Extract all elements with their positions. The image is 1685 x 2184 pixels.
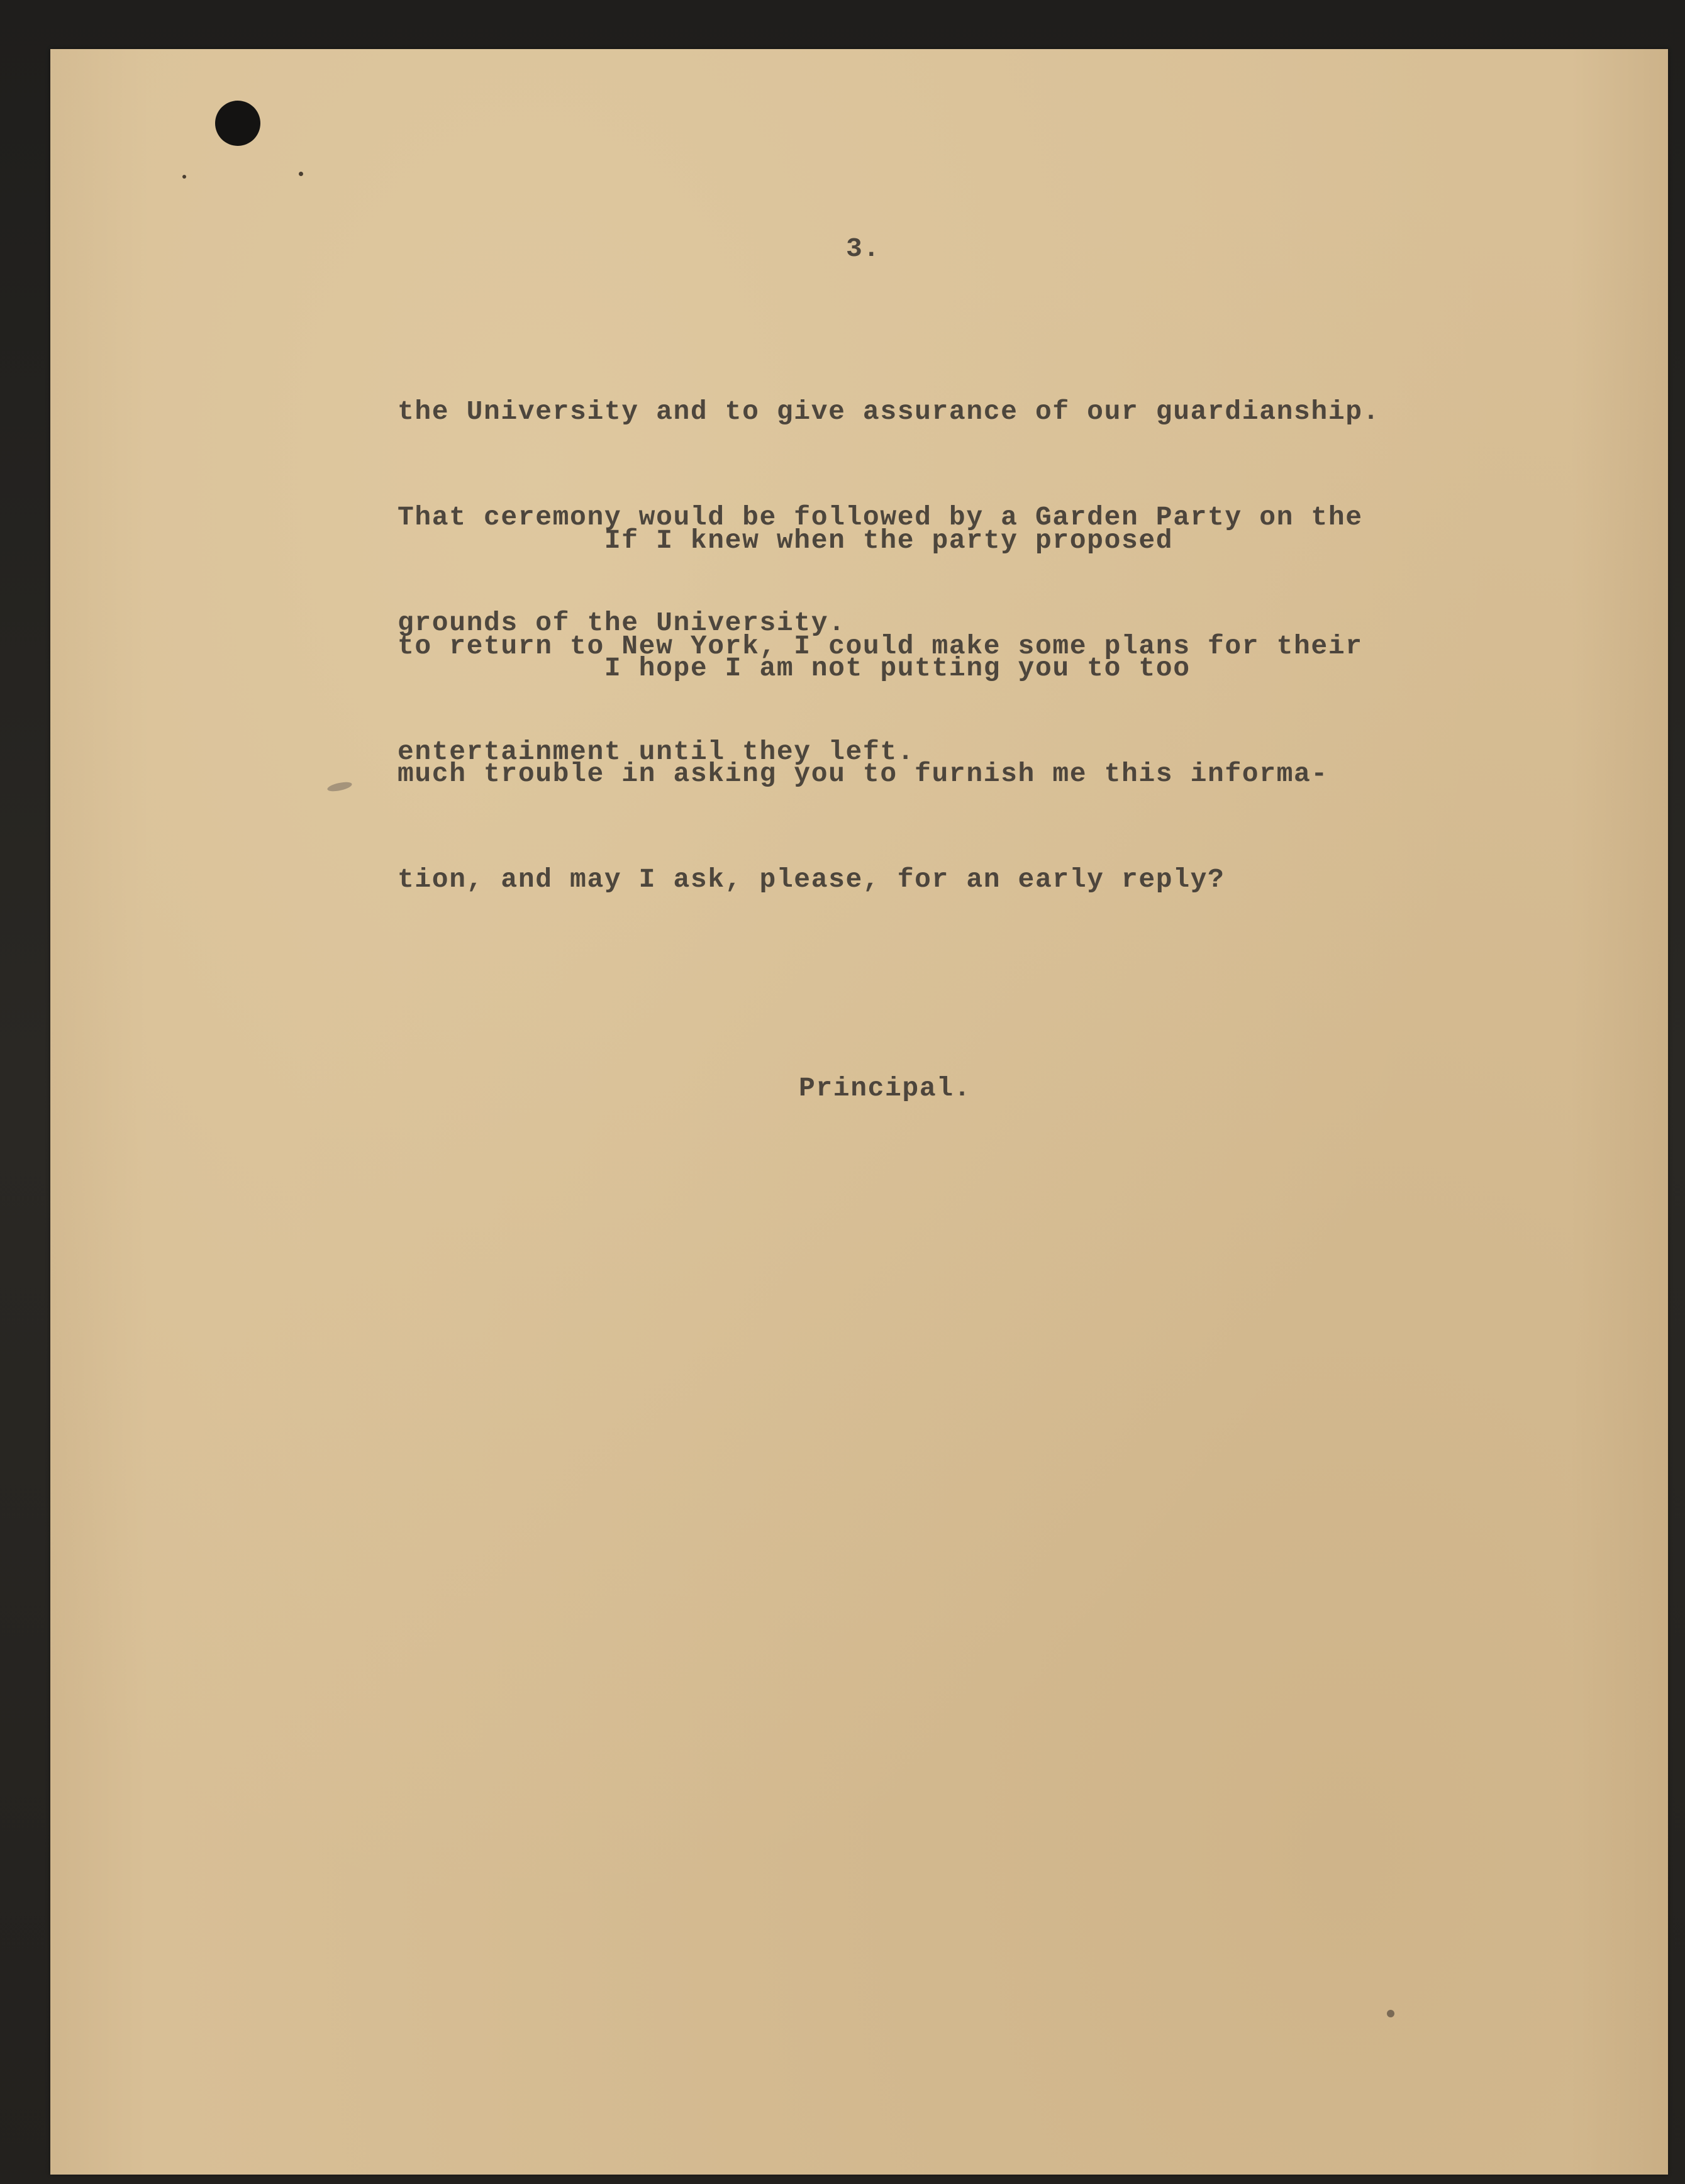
paragraph-line: If I knew when the party proposed xyxy=(398,525,1174,556)
paper-speck xyxy=(1387,2010,1394,2017)
typewritten-letter-page xyxy=(50,49,1668,2175)
paragraph-line: That ceremony would be followed by a Garden Party on the xyxy=(398,502,1363,533)
paragraph-line: grounds of the University. xyxy=(398,607,846,638)
punch-hole xyxy=(215,101,260,146)
page-number: 3. xyxy=(846,233,881,264)
paragraph-line: tion, and may I ask, please, for an early reply? xyxy=(398,864,1225,895)
paragraph-line: much trouble in asking you to furnish me this informa- xyxy=(398,758,1328,789)
signature-title: Principal. xyxy=(799,1073,972,1104)
paragraph-line: entertainment until they left. xyxy=(398,736,915,767)
paper-speck xyxy=(299,172,303,176)
paragraph-3 xyxy=(398,580,1328,968)
paragraph-line: to return to New York, I could make some plans for their xyxy=(398,631,1363,662)
paper-smudge xyxy=(326,780,353,793)
paper-speck xyxy=(182,175,186,179)
paragraph-line: the University and to give assurance of our guardianship. xyxy=(398,396,1381,427)
paragraph-line: I hope I am not putting you to too xyxy=(398,653,1191,684)
